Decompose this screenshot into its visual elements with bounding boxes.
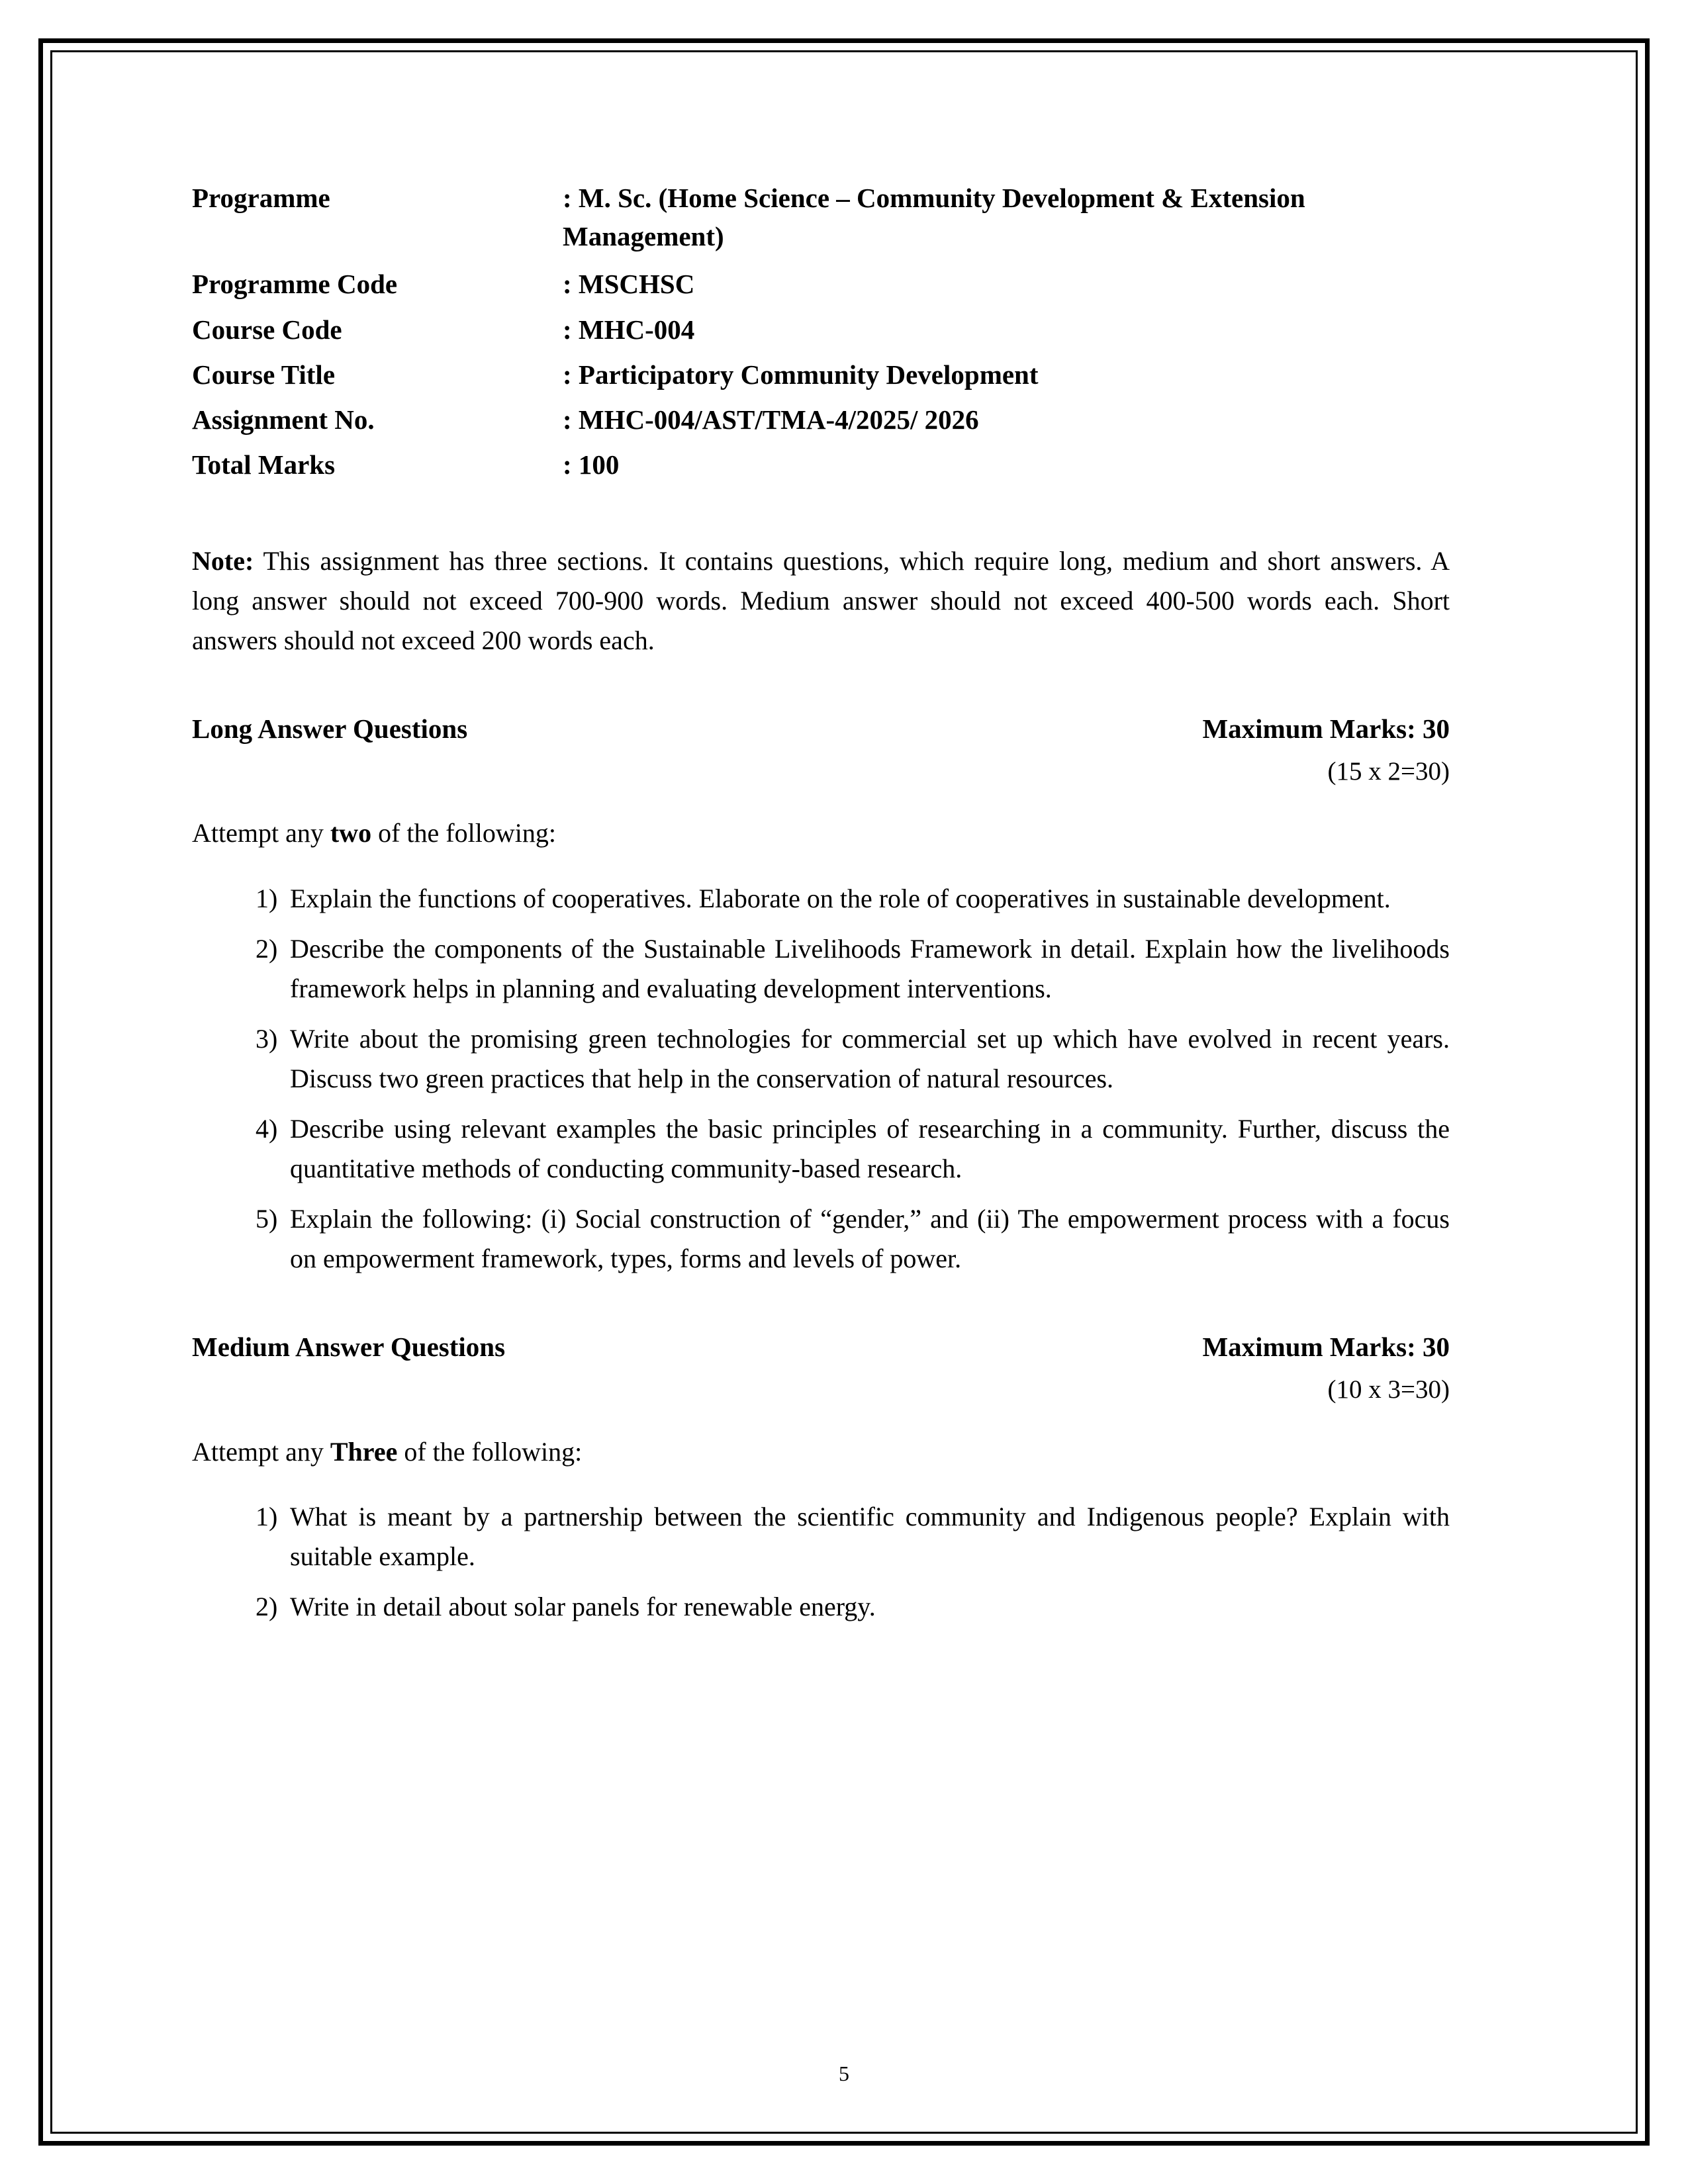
attempt-instruction-long: [192, 815, 1450, 852]
list-item: Explain the following: (i) Social construction of “gender,” and (ii) The empowerment process with a focus on empowerment framework, types, forms and levels of power.: [290, 1203, 1450, 1273]
meta-label-course-code: Course Code: [192, 314, 342, 345]
section-title: Medium Answer Questions: [192, 1331, 506, 1362]
question-list-long: [192, 879, 1450, 1279]
table-row: [192, 400, 1450, 445]
section-max-marks: Maximum Marks: 30: [1202, 713, 1450, 744]
section-marks-breakup: (15 x 2=30): [1327, 756, 1450, 786]
meta-label-assignment-no: Assignment No.: [192, 404, 375, 435]
page-number: 5: [839, 2062, 849, 2085]
meta-label-course-title: Course Title: [192, 359, 336, 390]
section-marks-breakup: (10 x 3=30): [1327, 1375, 1450, 1404]
attempt-count: Three: [330, 1436, 398, 1467]
meta-value-assignment-no: : MHC-004/AST/TMA-4/2025/ 2026: [563, 404, 979, 435]
list-item: Describe the components of the Sustainable Livelihoods Framework in detail. Explain how the livelihoods framework helps in planning and evaluating development interventions.: [290, 933, 1450, 1003]
table-row: [192, 310, 1450, 355]
meta-value-programme-code: : MSCHSC: [563, 269, 695, 300]
attempt-suffix: of the following:: [371, 818, 556, 848]
section-max-marks: Maximum Marks: 30: [1202, 1331, 1450, 1362]
attempt-instruction-medium: [192, 1433, 1450, 1471]
meta-value-programme: : M. Sc. (Home Science – Community Development & Extension Management): [563, 183, 1305, 252]
attempt-prefix: Attempt any: [192, 818, 330, 848]
section-header-long-answer: [192, 709, 1450, 748]
note-text: This assignment has three sections. It contains questions, which require long, medium and short answers. A long answer should not exceed 700-900 words. Medium answer should not exceed 400-500 words each. Short answers should not exceed 200 words each.: [192, 545, 1450, 655]
list-item: What is meant by a partnership between the scientific community and Indigenous people? Explain with suitable example.: [290, 1502, 1450, 1572]
list-item: Describe using relevant examples the basic principles of researching in a community. Further, discuss the quantitative methods of conducting community-based research.: [290, 1113, 1450, 1183]
attempt-suffix: of the following:: [397, 1436, 583, 1467]
meta-value-total-marks: : 100: [563, 449, 620, 480]
meta-value-course-title: : Participatory Community Development: [563, 359, 1039, 390]
section-header-medium-answer: [192, 1328, 1450, 1366]
list-item: Write in detail about solar panels for renewable energy.: [290, 1592, 876, 1622]
meta-label-total-marks: Total Marks: [192, 449, 336, 480]
note-label: Note:: [192, 545, 254, 576]
attempt-count: two: [330, 818, 372, 848]
list-item: Explain the functions of cooperatives. Elaborate on the role of cooperatives in sustainable development.: [290, 883, 1391, 913]
attempt-prefix: Attempt any: [192, 1436, 330, 1467]
table-row: [192, 355, 1450, 400]
meta-value-course-code: : MHC-004: [563, 314, 695, 345]
list-item: Write about the promising green technologies for commercial set up which have evolved in recent years. Discuss two green practices that help in the conservation of natural resources.: [290, 1023, 1450, 1093]
table-row: [192, 445, 1450, 490]
course-details-table: [192, 179, 1450, 491]
section-title: Long Answer Questions: [192, 713, 468, 744]
meta-label-programme-code: Programme Code: [192, 269, 398, 300]
question-list-medium: [192, 1497, 1450, 1627]
meta-label-programme: Programme: [192, 183, 330, 213]
table-row: [192, 265, 1450, 310]
page-content: [192, 179, 1450, 1637]
assignment-note: [192, 541, 1450, 660]
table-row: [192, 179, 1450, 265]
